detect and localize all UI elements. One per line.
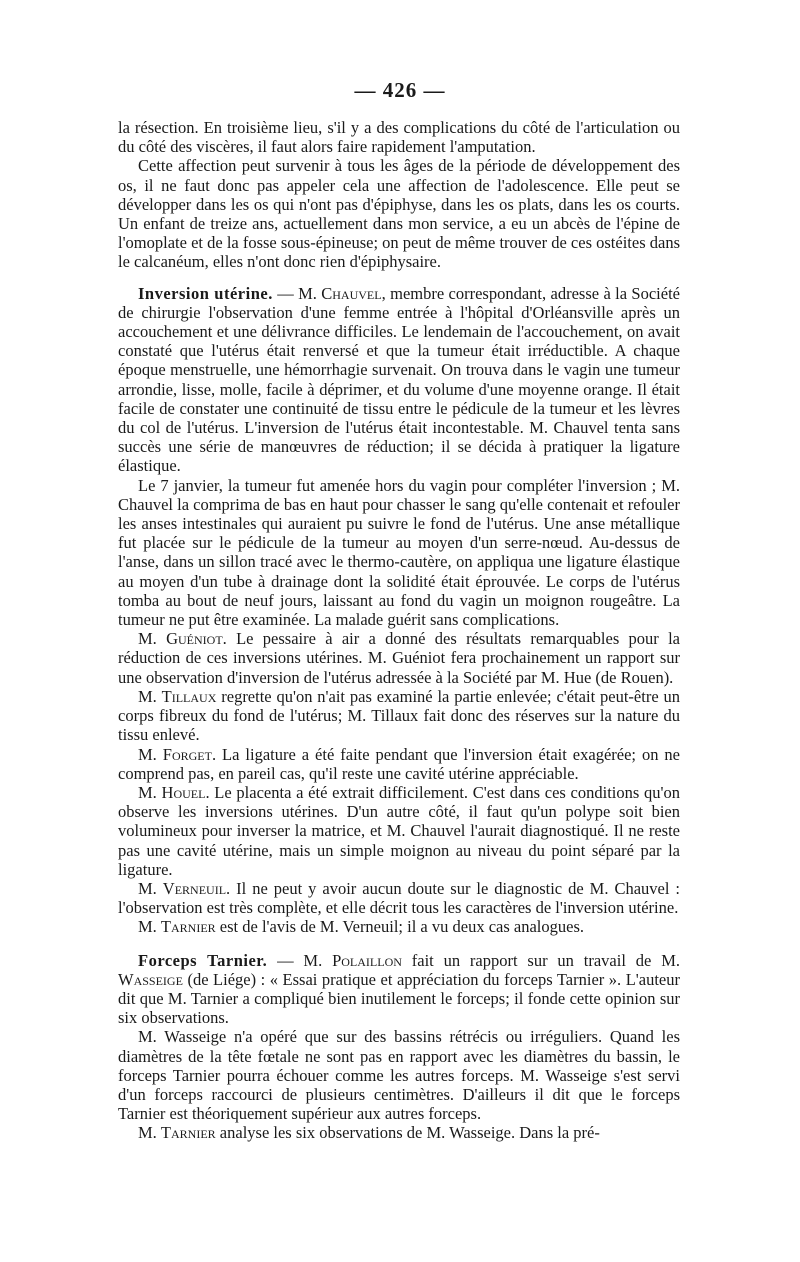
- section-heading: Forceps Tarnier.: [138, 950, 268, 970]
- person-name: Chauvel: [321, 283, 382, 303]
- paragraph: [118, 917, 680, 936]
- text-run: . Il ne peut y avoir aucun doute sur le diagnostic de M. Chauvel : l'observation est très complète, et elle décrit tous les caractères de l'inversion utérine.: [118, 878, 680, 918]
- text-run: . Le pessaire à air a donné des résultats remarquables pour la réduction de ces inversions utérines. M. Guéniot fera prochainement un rapport sur une observation d'inversion de l'utérus adressée à la Société par M. Hue (de Rouen).: [118, 629, 680, 687]
- text-run: (de Liége) : « Essai pratique et appréciation du forceps Tarnier ». L'auteur dit que M. Tarnier a compliqué bien inutilement le forceps; il fonde cette opinion sur six observations.: [118, 969, 680, 1028]
- text-run: — M.: [272, 283, 322, 303]
- text-run: — M.: [267, 950, 333, 970]
- text-run: M.: [138, 917, 161, 937]
- text-run: la résection. En troisième lieu, s'il y a des complications du côté de l'articulation ou du côté des viscères, il faut alors faire rapidement l'amputation.: [118, 118, 680, 157]
- text-run: M.: [138, 686, 162, 706]
- paragraph: [118, 1123, 680, 1142]
- text-run: analyse les six observations de M. Wasseige. Dans la pré-: [215, 1123, 600, 1143]
- person-name: Houel: [161, 782, 206, 802]
- paragraph: [118, 687, 680, 745]
- text-run: fait un rapport sur un travail de M.: [401, 950, 680, 970]
- text-run: Le 7 janvier, la tumeur fut amenée hors du vagin pour compléter l'inversion ; M. Chauvel la comprima de bas en haut pour chasser le sang qu'elle contenait et refouler les anses intestinales qui auraient pu suivre le fond de l'utérus. Une anse métallique fut placée sur le pédicule de la tumeur au moyen d'un serre-nœud. Au-dessus de l'anse, dans un sillon tracé avec le thermo-cautère, on appliqua une ligature élastique au moyen d'un tube à drainage dont la solidité était éprouvée. Le corps de l'utérus tomba au bout de neuf jours, laissant au fond du vagin un moignon rougeâtre. La tumeur ne put être examinée. La malade guérit sans complications.: [118, 475, 680, 630]
- person-name: Forget: [162, 744, 212, 764]
- person-name: Wasseige: [118, 969, 183, 989]
- text-run: regrette qu'on n'ait pas examiné la partie enlevée; c'était peut-être un corps fibreux du fond de l'utérus; M. Tillaux fait donc des réserves sur la nature du tissu enlevé.: [118, 686, 680, 745]
- text-run: Cette affection peut survenir à tous les âges de la période de développement des os, il ne faut donc pas appeler cela une affection de l'adolescence. Elle peut se développer dans les os qui n'ont pas d'épiphyse, dans les os plats, dans les os courts. Un enfant de treize ans, actuellement dans mon service, a eu un abcès de l'épine de l'omoplate et de la fosse sous-épineuse; on peut de même trouver de ces ostéites dans le calcanéum, elles n'ont donc rien d'épiphysaire.: [118, 156, 680, 272]
- paragraph: [118, 629, 680, 687]
- text-run: M.: [138, 1123, 161, 1143]
- paragraph: [118, 745, 680, 783]
- text-run: M.: [138, 744, 163, 764]
- text-run: . La ligature a été faite pendant que l'inversion était exagérée; on ne comprend pas, en pareil cas, qu'il reste une cavité utérine appréciable.: [118, 744, 680, 783]
- text-run: est de l'avis de M. Verneuil; il a vu deux cas analogues.: [215, 917, 584, 937]
- section-heading: Inversion utérine.: [138, 283, 273, 303]
- paragraph: [118, 284, 680, 476]
- text-run: . Le placenta a été extrait difficilement. C'est dans ces conditions qu'on observe les inversions utérines. D'un autre côté, il faut qu'un polype soit bien volumineux pour inverser la matrice, et M. Chauvel l'aurait diagnostiqué. Il ne reste pas une cavité utérine, mais un simple moignon au niveau du point séparé par la ligature.: [118, 782, 681, 879]
- text-run: M.: [138, 782, 162, 802]
- person-name: Tarnier: [160, 1123, 216, 1143]
- paragraph: [118, 783, 680, 879]
- text-run: , membre correspondant, adresse à la Société de chirurgie l'observation d'une femme entrée à l'hôpital d'Orléansville après un accouchement et une délivrance difficiles. Le lendemain de l'accouchement, on avait constaté que l'utérus était renversé et que la tumeur était irréductible. A chaque époque menstruelle, une hémorrhagie survenait. On trouva dans le vagin une tumeur arrondie, lisse, molle, facile à déprimer, et du volume d'une moyenne orange. Il était facile de constater une continuité de tissu entre le pédicule de la tumeur et les lèvres du col de l'utérus. L'inversion de l'utérus était incontestable. M. Chauvel tenta sans succès une série de manœuvres de réduction; il se décida à pratiquer la ligature élastique.: [118, 283, 680, 476]
- paragraph: [118, 1027, 680, 1123]
- paragraph: [118, 879, 680, 917]
- paragraph: [118, 951, 680, 1028]
- person-name: Tillaux: [161, 686, 217, 706]
- paragraph: [118, 156, 680, 271]
- page-number: — 426 —: [354, 78, 446, 102]
- text-run: M. Wasseige n'a opéré que sur des bassins rétrécis ou irréguliers. Quand les diamètres de la tête fœtale ne sont pas en rapport avec les diamètres du bassin, le forceps Tarnier pourra échouer comme les autres forceps. M. Wasseige s'est servi d'un forceps raccourci de plusieurs centimètres. D'ailleurs il dit que le forceps Tarnier est théoriquement supérieur aux autres forceps.: [118, 1027, 680, 1124]
- person-name: Verneuil: [162, 878, 227, 898]
- text-run: M.: [138, 629, 167, 649]
- paragraph: [118, 118, 680, 156]
- paragraph: [118, 476, 680, 630]
- person-name: Tarnier: [160, 917, 216, 937]
- person-name: Polaillon: [332, 950, 402, 970]
- person-name: Guéniot: [166, 629, 223, 649]
- body-text: [118, 118, 680, 1143]
- text-run: M.: [138, 878, 163, 898]
